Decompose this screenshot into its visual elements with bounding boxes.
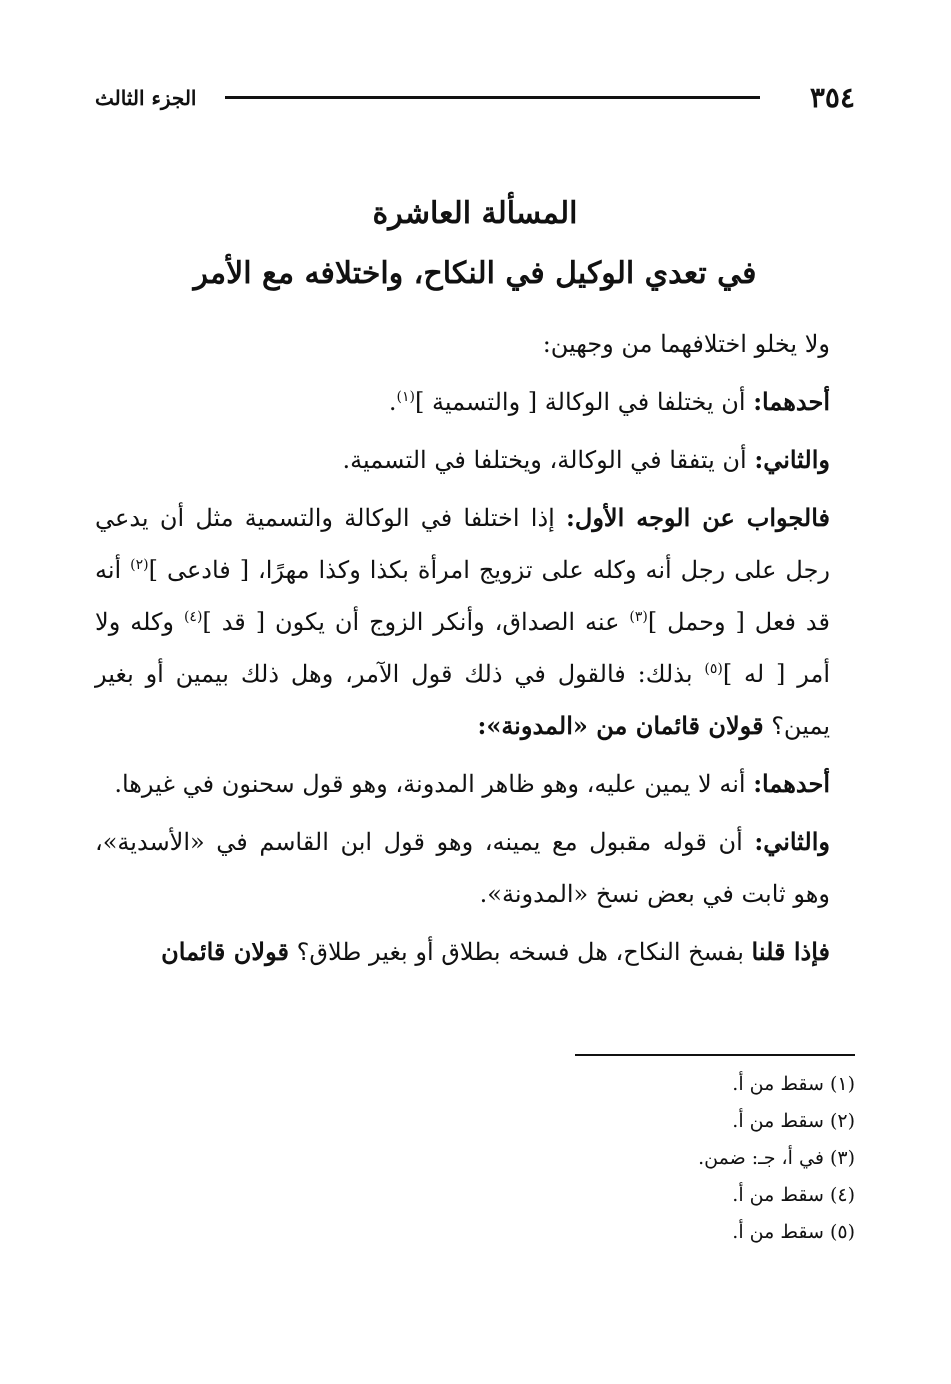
footnote-ref-3: (٣) bbox=[629, 609, 648, 625]
footnote-4: (٤) سقط من أ. bbox=[732, 1184, 855, 1206]
footnote-5: (٥) سقط من أ. bbox=[732, 1221, 855, 1243]
page-number: ٣٥٤ bbox=[809, 81, 855, 114]
paragraph-answer bbox=[95, 492, 860, 752]
section-title: المسألة العاشرة bbox=[372, 196, 578, 231]
paragraph-second-case bbox=[95, 434, 860, 486]
header-rule bbox=[225, 96, 760, 99]
footnote-ref-1: (١) bbox=[396, 389, 415, 405]
footnote-1: (١) سقط من أ. bbox=[732, 1073, 855, 1095]
footnote-ref-4: (٤) bbox=[183, 609, 203, 625]
lead-opinion-2: والثاني: bbox=[754, 827, 830, 856]
answer-text-a: إذا اختلفا في الوكالة والتسمية مثل أن يدعي رجل على رجل أنه وكله على تزويج امرأة بكذا وكذا مهرًا، [ فادعى ] bbox=[95, 504, 831, 584]
footnote-ref-2: (٢) bbox=[130, 557, 149, 573]
paragraph-opinion-2 bbox=[95, 816, 860, 920]
opinion-2-text: أن قوله مقبول مع يمينه، وهو قول ابن القاسم في «الأسدية»، وهو ثابت في بعض نسخ «المدونة». bbox=[95, 828, 830, 908]
answer-text-d: وكله ولا أمر [ له ] bbox=[95, 608, 831, 688]
paragraph-first-case bbox=[95, 376, 860, 428]
annulment-text: بفسخ النكاح، هل فسخه بطلاق أو بغير طلاق؟ bbox=[288, 938, 752, 966]
page-header bbox=[95, 78, 855, 118]
footnote-3: (٣) في أ، جـ: ضمن. bbox=[698, 1147, 855, 1169]
paragraph-annulment bbox=[95, 926, 860, 978]
footnote-2: (٢) سقط من أ. bbox=[732, 1110, 855, 1132]
answer-text-b: أنه قد فعل [ وحمل ] bbox=[95, 556, 830, 636]
answer-bold-end: قولان قائمان من «المدونة»: bbox=[477, 711, 764, 740]
paragraph-opinion-1 bbox=[95, 758, 860, 810]
second-case-text: أن يتفقا في الوكالة، ويختلفا في التسمية. bbox=[342, 446, 755, 474]
annulment-bold-end: قولان قائمان bbox=[161, 937, 289, 966]
lead-answer: فالجواب عن الوجه الأول: bbox=[566, 503, 830, 532]
footnote-ref-5: (٥) bbox=[704, 661, 723, 677]
answer-text-c: عنه الصداق، وأنكر الزوج أن يكون [ قد ] bbox=[202, 608, 630, 636]
first-case-end: . bbox=[388, 388, 397, 416]
footnote-rule bbox=[575, 1054, 855, 1056]
intro-text: ولا يخلو اختلافهما من وجهين: bbox=[542, 330, 830, 358]
lead-annulment: فإذا قلنا bbox=[751, 937, 830, 966]
running-head: الجزء الثالث bbox=[95, 86, 197, 110]
paragraph-intro bbox=[95, 318, 860, 370]
first-case-text: أن يختلفا في الوكالة [ والتسمية ] bbox=[414, 388, 754, 416]
footnotes bbox=[355, 1066, 855, 1251]
body-text bbox=[95, 318, 860, 984]
lead-second: والثاني: bbox=[754, 445, 830, 474]
section-subtitle: في تعدي الوكيل في النكاح، واختلافه مع الأمر bbox=[193, 256, 757, 291]
lead-opinion-1: أحدهما: bbox=[753, 769, 830, 798]
lead-first: أحدهما: bbox=[753, 387, 830, 416]
opinion-1-text: أنه لا يمين عليه، وهو ظاهر المدونة، وهو قول سحنون في غيرها. bbox=[114, 770, 754, 798]
answer-text-e: بذلك: فالقول في ذلك قول الآمر، وهل ذلك بيمين أو بغير يمين؟ bbox=[95, 660, 830, 740]
